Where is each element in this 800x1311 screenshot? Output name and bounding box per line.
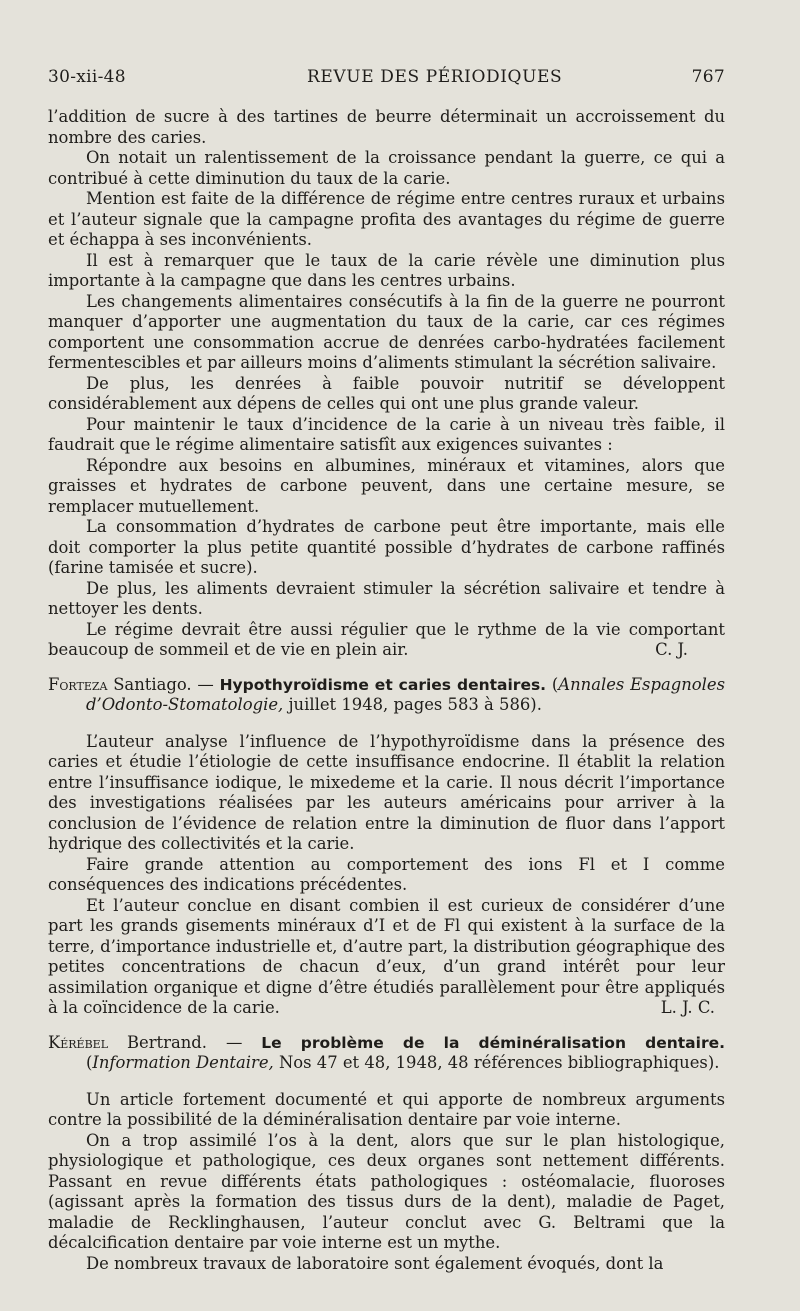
header-title: REVUE DES PÉRIODIQUES [307, 67, 563, 87]
paragraph: De plus, les aliments devraient stimuler la sécrétion salivaire et tendre à nettoyer les dents. [48, 578, 725, 618]
source-open: ( [546, 674, 559, 694]
paragraph: Les changements alimentaires consécutifs à la fin de la guerre ne pourront manquer d’apporter une augmentation du taux de la carie, car ces régimes comportent une consommation accrue de denrées carbo-hydratées facilement fermentescibles et par ailleurs moins d’aliments stimulant la sécrétion salivaire. [48, 291, 725, 372]
journal-name: Information Dentaire, [92, 1053, 274, 1072]
source-details: juillet 1948, pages 583 à 586). [283, 695, 542, 714]
paragraph: De plus, les denrées à faible pouvoir nutritif se développent considérablement aux dépens de celles qui ont une plus grande valeur. [48, 373, 725, 413]
paragraph: Mention est faite de la différence de régime entre centres ruraux et urbains et l’auteur signale que la campagne profita des avantages du régime de guerre et échappa à ses inconvénients. [48, 189, 725, 249]
paragraph: Un article fortement documenté et qui apporte de nombreux arguments contre la possibilité de la déminéralisation dentaire par voie interne. [48, 1089, 725, 1129]
paragraph [48, 896, 725, 1019]
source-open: ( [86, 1053, 93, 1072]
article-title: Le problème de la déminéralisation dentaire. [261, 1033, 725, 1052]
reviewer-signature: L. J. C. [660, 998, 715, 1017]
paragraph: Il est à remarquer que le taux de la carie révèle une diminution plus importante à la campagne que dans les centres urbains. [48, 250, 725, 290]
paragraph: L’auteur analyse l’influence de l’hypothyroïdisme dans la présence des caries et étudie l’étiologie de cette insuffisance endocrine. Il établit la relation entre l’insuffisance iodique, le mixedeme et la carie. Il nous décrit l’importance des investigations réalisées par les auteurs américains pour arriver à la conclusion de l’évidence de relation entre la diminution de fluor dans l’apport hydrique des collectivités et la carie. [48, 731, 725, 853]
paragraph: On notait un ralentissement de la croissance pendant la guerre, ce qui a contribué à cette diminution du taux de la carie. [48, 148, 725, 188]
author-surname: Forteza [48, 674, 108, 694]
source-details: Nos 47 et 48, 1948, 48 références bibliographiques). [273, 1053, 720, 1072]
paragraph: La consommation d’hydrates de carbone peut être importante, mais elle doit comporter la plus petite quantité possible d’hydrates de carbone raffinés (farine tamisée et sucre). [48, 517, 725, 577]
paragraph: De nombreux travaux de laboratoire sont également évoqués, dont la [86, 1253, 664, 1273]
journal-name: Annales Espagnoles d’Odonto-Stomatologie, [86, 674, 726, 714]
page-body [48, 107, 725, 1274]
author-first-name: Santiago. — [107, 674, 220, 694]
author-first-name: Bertrand. — [108, 1032, 262, 1052]
paragraph: Répondre aux besoins en albumines, minéraux et vitamines, alors que graisses et hydrates de carbone peuvent, dans une certaine mesure, se remplacer mutuellement. [48, 455, 725, 516]
article-title: Hypothyroïdisme et caries dentaires. [219, 675, 547, 694]
paragraph-text: Et l’auteur conclue en disant combien il est curieux de considérer d’une part les grands gisements minéraux d’I et de Fl qui existent à la surface de la terre, d’importance industrielle et, d’autre part, la distribution géographique des petites concentrations de chacun d’eux, d’un grand intérêt pour leur assimilation organique et digne d’être étudiés parallèlement pour être appliqués à la coïncidence de la carie. [48, 895, 725, 1017]
paragraph: Pour maintenir le taux d’incidence de la carie à un niveau très faible, il faudrait que le régime alimentaire satisfît aux exigences suivantes : [48, 414, 725, 454]
paragraph: l’addition de sucre à des tartines de beurre déterminait un accroissement du nombre des caries. [48, 107, 725, 147]
paragraph: On a trop assimilé l’os à la dent, alors que sur le plan histologique, physiologique et pathologique, ces deux organes sont nettement différents. Passant en revue différents états pathologiques : ostéomalacie, fluoroses (agissant après la formation des tissus durs de la dent), maladie de Paget, maladie de Recklinghausen, l’auteur conclut avec G. Beltrami que la décalcification dentaire par voie interne est un mythe. [48, 1130, 725, 1252]
page-number: 767 [691, 67, 725, 87]
header-date: 30-xii-48 [48, 67, 126, 87]
article-reference [48, 1033, 725, 1074]
paragraph: Faire grande attention au comportement des ions Fl et I comme conséquences des indications précédentes. [48, 854, 725, 894]
paragraph-text: Le régime devrait être aussi régulier que le rythme de la vie comportant beaucoup de sommeil et de vie en plein air. [48, 619, 725, 659]
reviewer-signature: C. J. [655, 640, 688, 659]
paragraph [48, 620, 725, 661]
article-reference [48, 675, 725, 716]
author-surname: Kérébel [48, 1032, 109, 1052]
